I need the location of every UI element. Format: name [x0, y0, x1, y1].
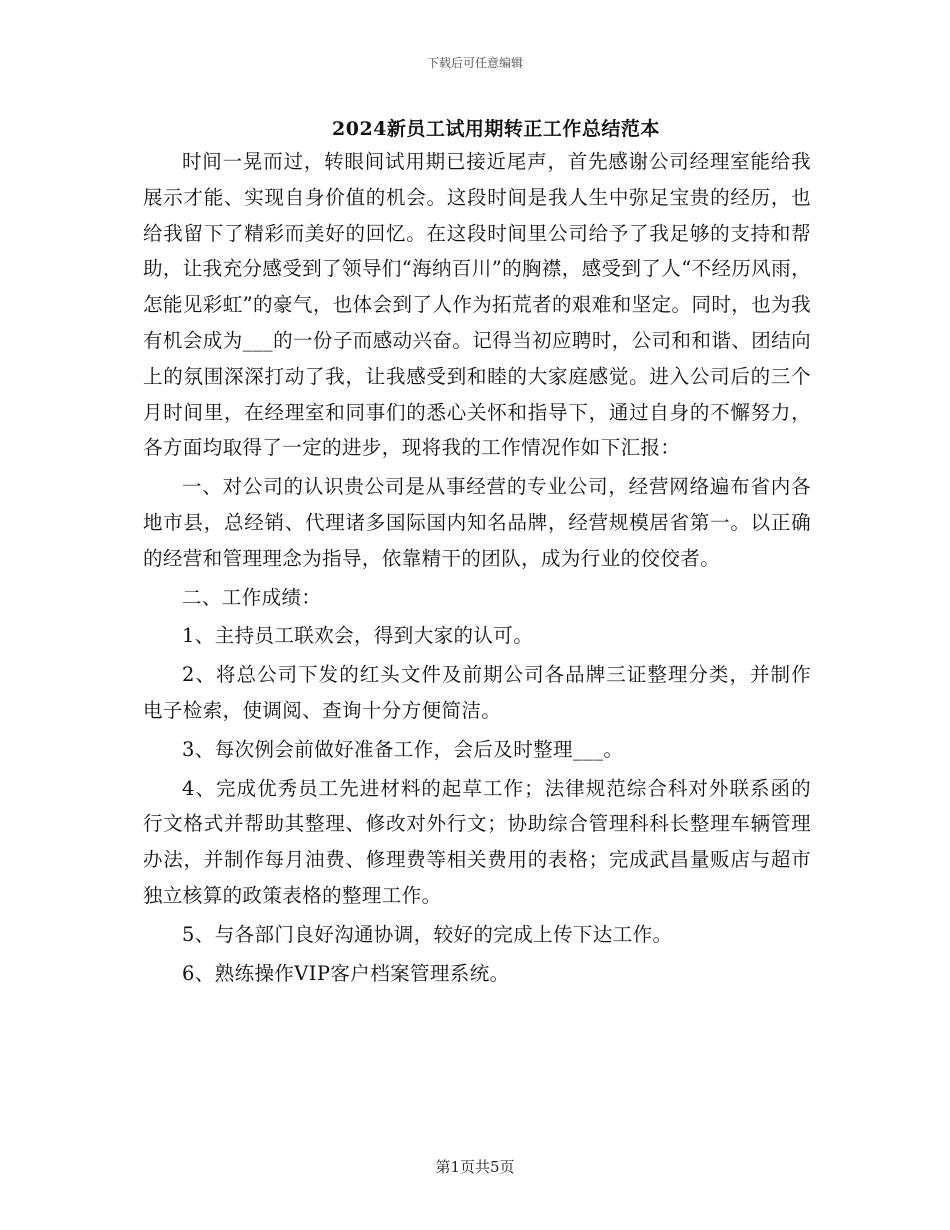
list-item-achievement-5: 5、与各部门良好沟通协调，较好的完成上传下达工作。 — [182, 922, 673, 946]
page-header-note: 下载后可任意编辑 — [426, 56, 523, 70]
list-item-achievement-2: 2、将总公司下发的红头文件及前期公司各品牌三证整理分类，并制作电子检索，使调阅、查询十分方便简洁。 — [143, 663, 811, 722]
document-body — [143, 116, 811, 991]
list-item-achievement-4: 4、完成优秀员工先进材料的起草工作；法律规范综合科对外联系函的行文格式并帮助其整理、修改对外行文；协助综合管理科科长整理车辆管理办法，并制作每月油费、修理费等相关费用的表格；完成武昌量贩店与超市独立核算的政策表格的整理工作。 — [143, 776, 811, 907]
document-title: 2024新员工试用期转正工作总结范本 — [332, 118, 660, 140]
list-item-achievement-1: 1、主持员工联欢会，得到大家的认可。 — [182, 624, 534, 648]
page-footer-number: 第1页共5页 — [435, 1158, 515, 1176]
paragraph-company-knowledge: 一、对公司的认识贵公司是从事经营的专业公司，经营网络遍布省内各地市县，总经销、代理诸多国际国内知名品牌，经营规模居省第一。以正确的经营和管理理念为指导，依靠精干的团队，成为行业的佼佼者。 — [143, 475, 811, 570]
paragraph-achievements-heading: 二、工作成绩： — [182, 585, 322, 609]
paragraph-intro: 时间一晃而过，转眼间试用期已接近尾声，首先感谢公司经理室能给我展示才能、实现自身价值的机会。这段时间是我人生中弥足宝贵的经历，也给我留下了精彩而美好的回忆。在这段时间里公司给予了我足够的支持和帮助，让我充分感受到了领导们“海纳百川”的胸襟，感受到了人“不经历风雨，怎能见彩虹”的豪气，也体会到了人作为拓荒者的艰难和坚定。同时，也为我有机会成为___的一份子而感动兴奋。记得当初应聘时，公司和和谐、团结向上的氛围深深打动了我，让我感受到和睦的大家庭感觉。进入公司后的三个月时间里，在经理室和同事们的悉心关怀和指导下，通过自身的不懈努力，各方面均取得了一定的进步，现将我的工作情况作如下汇报： — [143, 150, 811, 460]
list-item-achievement-6: 6、熟练操作VIP客户档案管理系统。 — [182, 961, 510, 985]
list-item-achievement-3: 3、每次例会前做好准备工作，会后及时整理___。 — [182, 737, 624, 761]
